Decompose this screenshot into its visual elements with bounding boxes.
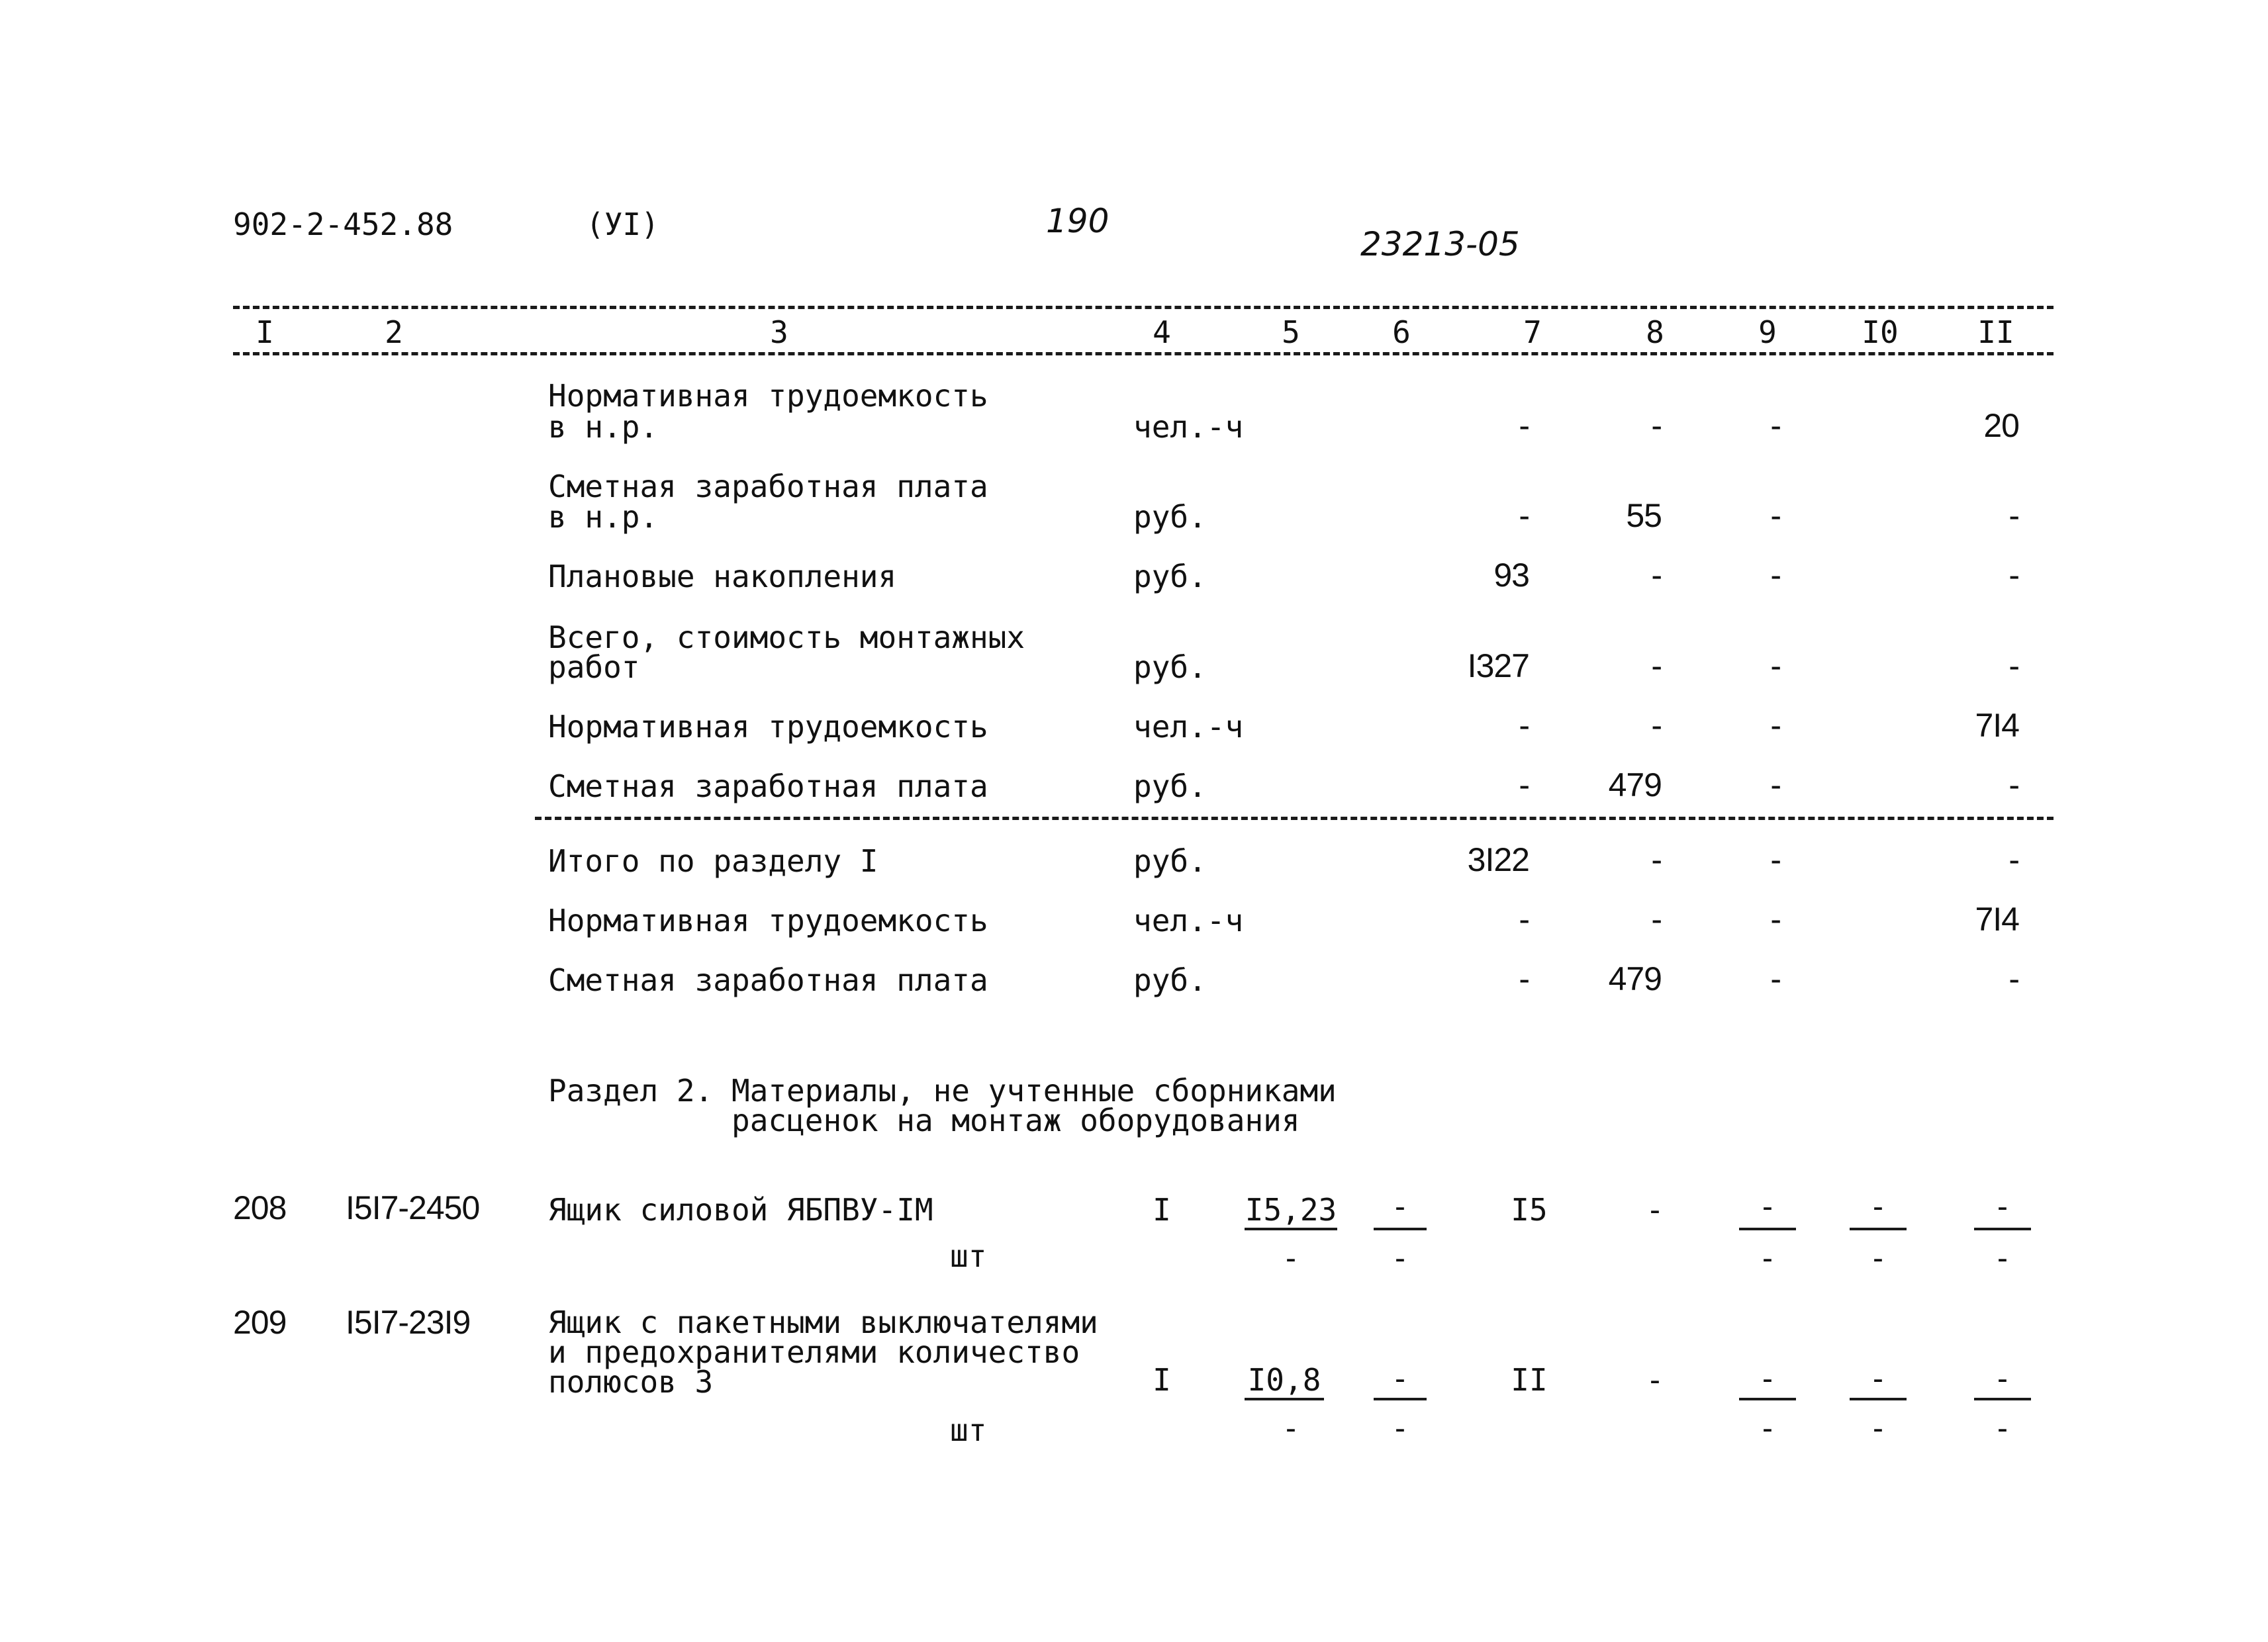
- item-col11-bottom: -: [1993, 1410, 2012, 1446]
- col-header-8: 8: [1646, 314, 1664, 350]
- price-underline: [1245, 1398, 1324, 1400]
- item-col8: -: [1646, 1362, 1664, 1398]
- section2-title-cont: расценок на монтаж оборудования: [732, 1103, 1300, 1138]
- col-header-10: I0: [1862, 314, 1899, 350]
- item-name: Ящик силовой ЯБПВУ-IМ: [548, 1192, 933, 1228]
- item-col5-bottom: -: [1282, 1240, 1300, 1276]
- item-col9-bottom: -: [1758, 1240, 1777, 1276]
- col-header-4: 4: [1153, 314, 1171, 350]
- col-header-5: 5: [1282, 314, 1300, 350]
- row-col9: -: [1770, 647, 1781, 684]
- total-col11: -: [2008, 841, 2019, 878]
- row-name: Плановые накопления: [548, 559, 897, 594]
- row-col8: 55: [1626, 497, 1662, 534]
- row-col11: -: [2008, 766, 2019, 803]
- volume-label: (УI): [586, 206, 659, 242]
- section2-title: Раздел 2. Материалы, не учтенные сборниками: [548, 1073, 1337, 1109]
- item-col7: II: [1511, 1362, 1548, 1398]
- total-unit: руб.: [1133, 843, 1207, 879]
- total-name: Нормативная трудоемкость: [548, 903, 988, 938]
- row-col11: -: [2008, 557, 2019, 594]
- item-col6: -: [1391, 1361, 1409, 1396]
- item-col10-bottom: -: [1869, 1410, 1887, 1446]
- row-col11: 20: [1983, 407, 2019, 444]
- item-name-cont: полюсов 3: [548, 1364, 714, 1400]
- total-name: Итого по разделу I: [548, 843, 878, 879]
- col6-underline: [1374, 1228, 1427, 1230]
- row-unit: чел.-ч: [1133, 409, 1244, 445]
- row-col11: -: [2008, 497, 2019, 534]
- row-name-cont: работ: [548, 649, 640, 685]
- col-header-6: 6: [1392, 314, 1411, 350]
- row-col11: 7I4: [1975, 707, 2019, 744]
- row-col9: -: [1770, 557, 1781, 594]
- total-col9: -: [1770, 841, 1781, 878]
- row-col8: -: [1651, 407, 1662, 444]
- item-number: 208: [233, 1189, 287, 1226]
- item-col6: -: [1391, 1189, 1409, 1224]
- row-name: Всего, стоимость монтажных: [548, 619, 1025, 655]
- item-col11-top: -: [1993, 1361, 2012, 1396]
- total-name: Сметная заработная плата: [548, 962, 988, 998]
- row-col7: 93: [1493, 557, 1529, 594]
- row-unit: чел.-ч: [1133, 709, 1244, 745]
- row-col9: -: [1770, 707, 1781, 744]
- col11-underline: [1974, 1228, 2031, 1230]
- total-col7: -: [1519, 901, 1529, 938]
- item-col11-bottom: -: [1993, 1240, 2012, 1276]
- row-name: Сметная заработная плата: [548, 768, 988, 804]
- row-col7: -: [1519, 766, 1529, 803]
- row-name-cont: в н.р.: [548, 499, 659, 535]
- row-unit: руб.: [1133, 559, 1207, 594]
- total-col8: -: [1651, 841, 1662, 878]
- row-col7: -: [1519, 407, 1529, 444]
- total-col11: 7I4: [1975, 901, 2019, 938]
- row-col8: 479: [1608, 766, 1662, 803]
- row-col9: -: [1770, 766, 1781, 803]
- total-col11: -: [2008, 960, 2019, 997]
- row-col8: -: [1651, 707, 1662, 744]
- row-col9: -: [1770, 497, 1781, 534]
- price-underline: [1245, 1228, 1337, 1230]
- total-col8: -: [1651, 901, 1662, 938]
- total-unit: чел.-ч: [1133, 903, 1244, 938]
- item-col11-top: -: [1993, 1189, 2012, 1224]
- row-name: Нормативная трудоемкость: [548, 709, 988, 745]
- col11-underline: [1974, 1398, 2031, 1400]
- row-col9: -: [1770, 407, 1781, 444]
- item-price: I5,23: [1245, 1192, 1337, 1228]
- col-header-9: 9: [1758, 314, 1777, 350]
- row-col8: -: [1651, 557, 1662, 594]
- item-name-cont: и предохранителями количество: [548, 1334, 1080, 1370]
- item-col7: I5: [1511, 1192, 1548, 1228]
- total-col9: -: [1770, 901, 1781, 938]
- row-name: Нормативная трудоемкость: [548, 378, 988, 414]
- item-col6-bottom: -: [1391, 1240, 1409, 1276]
- col-header-2: 2: [385, 314, 403, 350]
- col9-underline: [1739, 1228, 1796, 1230]
- total-col9: -: [1770, 960, 1781, 997]
- item-price: I0,8: [1247, 1362, 1321, 1398]
- col-header-11: II: [1977, 314, 2014, 350]
- total-col8: 479: [1608, 960, 1662, 997]
- item-col9-bottom: -: [1758, 1410, 1777, 1446]
- item-code: I5I7-23I9: [346, 1304, 471, 1341]
- header-top-rule: [233, 306, 2054, 309]
- item-name: Ящик с пакетными выключателями: [548, 1304, 1098, 1340]
- row-col11: -: [2008, 647, 2019, 684]
- row-col7: -: [1519, 707, 1529, 744]
- col10-underline: [1850, 1228, 1907, 1230]
- item-col10-bottom: -: [1869, 1240, 1887, 1276]
- col-header-7: 7: [1523, 314, 1542, 350]
- item-col8: -: [1646, 1192, 1664, 1228]
- item-col10-top: -: [1869, 1361, 1887, 1396]
- row-col8: -: [1651, 647, 1662, 684]
- item-col6-bottom: -: [1391, 1410, 1409, 1446]
- total-col7: -: [1519, 960, 1529, 997]
- item-col9-top: -: [1758, 1361, 1777, 1396]
- document-code: 902-2-452.88: [233, 206, 453, 242]
- col6-underline: [1374, 1398, 1427, 1400]
- row-col7: I327: [1467, 647, 1529, 684]
- item-qty: I: [1153, 1192, 1171, 1228]
- col9-underline: [1739, 1398, 1796, 1400]
- row-unit: руб.: [1133, 649, 1207, 685]
- row-unit: руб.: [1133, 499, 1207, 535]
- row-name-cont: в н.р.: [548, 409, 659, 445]
- col-header-3: 3: [770, 314, 788, 350]
- item-number: 209: [233, 1304, 287, 1341]
- page-number: 190: [1046, 202, 1110, 240]
- item-col5-bottom: -: [1282, 1410, 1300, 1446]
- total-col7: 3I22: [1467, 841, 1529, 878]
- row-col7: -: [1519, 497, 1529, 534]
- item-unit: шт: [950, 1238, 987, 1274]
- header-bottom-rule: [233, 352, 2054, 355]
- item-qty: I: [1153, 1362, 1171, 1398]
- item-col9-top: -: [1758, 1189, 1777, 1224]
- col-header-1: I: [256, 314, 274, 350]
- totals-separator-rule: [535, 817, 2054, 820]
- item-unit: шт: [950, 1412, 987, 1448]
- item-code: I5I7-2450: [346, 1189, 480, 1226]
- row-name: Сметная заработная плата: [548, 469, 988, 504]
- col10-underline: [1850, 1398, 1907, 1400]
- sheet-code: 23213-05: [1360, 225, 1520, 263]
- item-col10-top: -: [1869, 1189, 1887, 1224]
- row-unit: руб.: [1133, 768, 1207, 804]
- total-unit: руб.: [1133, 962, 1207, 998]
